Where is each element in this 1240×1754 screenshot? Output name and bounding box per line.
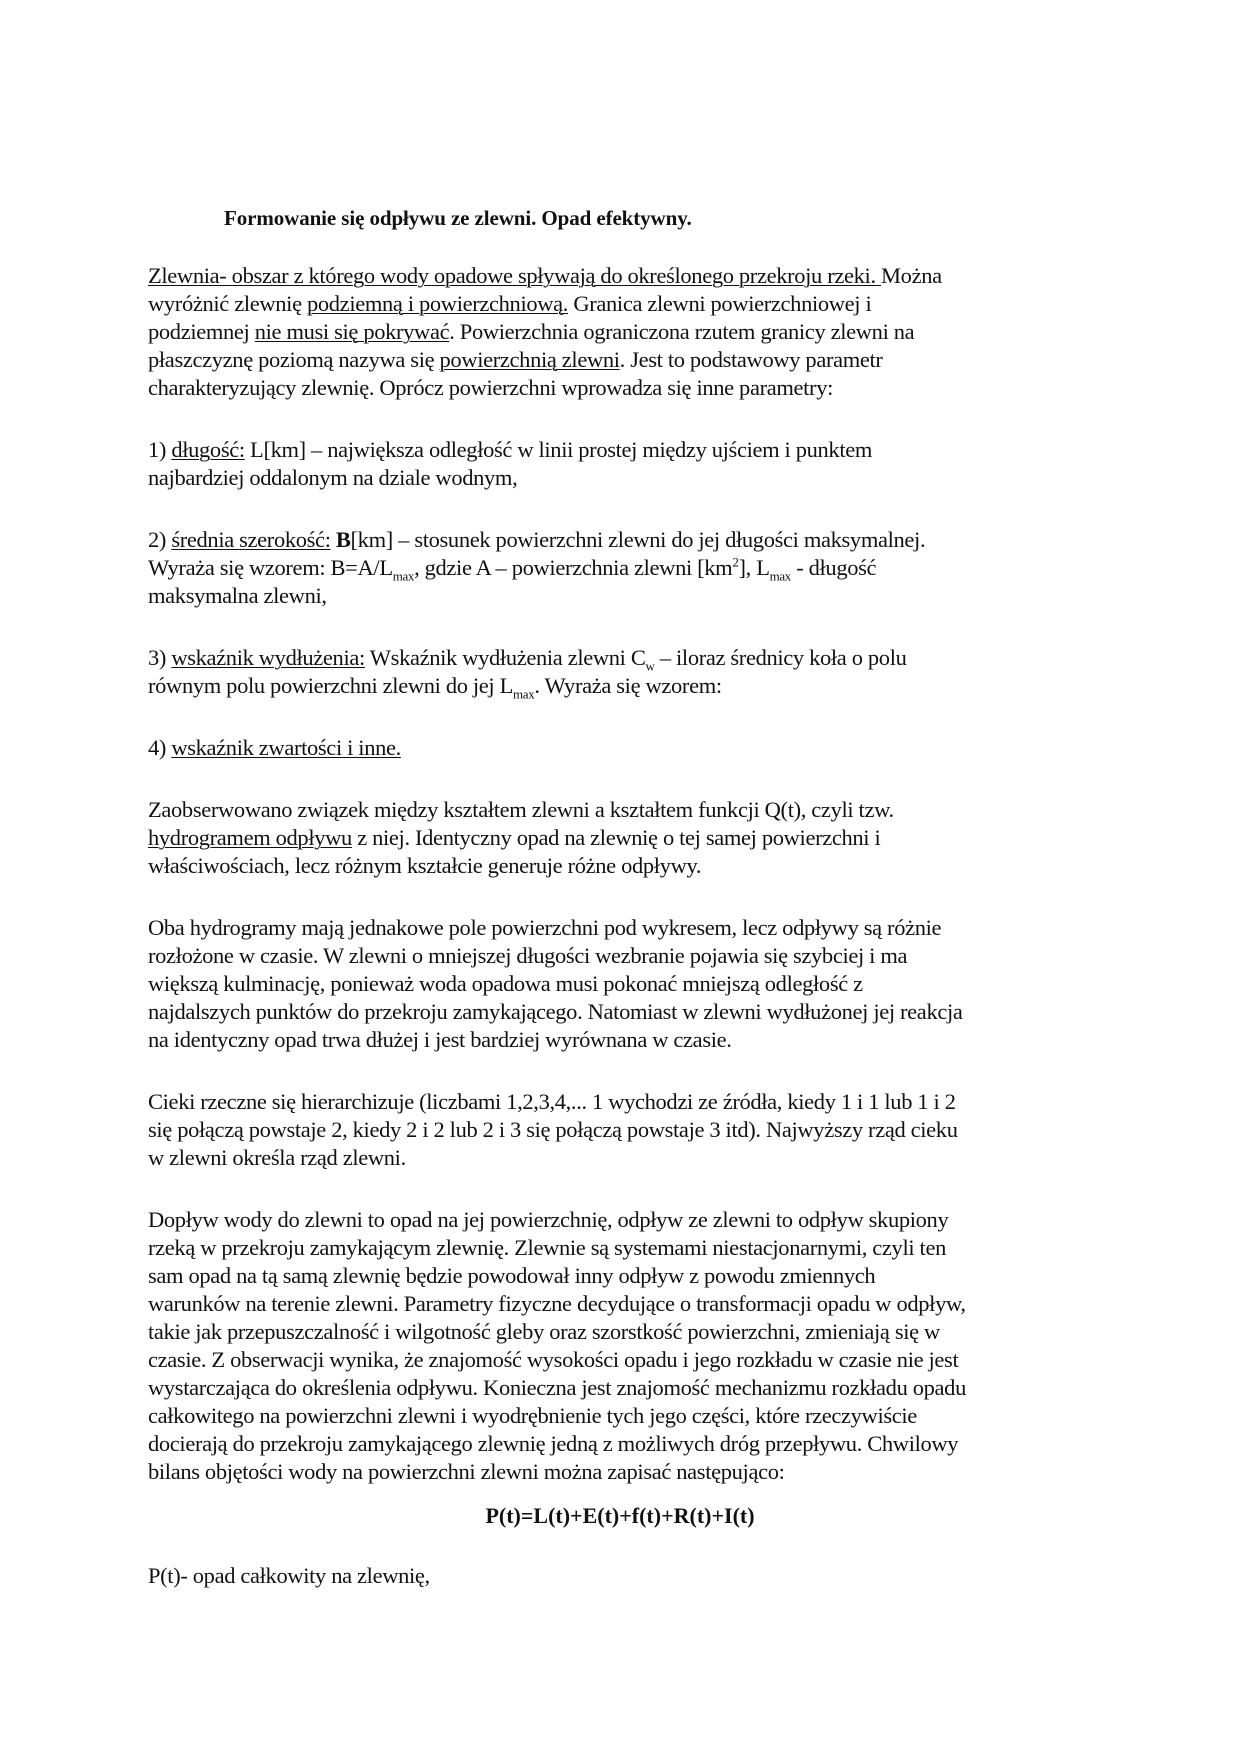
underlined-term: powierzchnią zlewni bbox=[439, 347, 620, 372]
paragraph-line: na identyczny opad trwa dłużej i jest bardziej wyrównana w czasie. bbox=[148, 1027, 732, 1052]
intro-text: . Powierzchnia ograniczona rzutem granicy zlewni na bbox=[449, 319, 915, 344]
paragraph-line: warunków na terenie zlewni. Parametry fizyczne decydujące o transformacji opadu w odpływ, bbox=[148, 1291, 966, 1316]
item-number: 2) bbox=[148, 527, 172, 552]
paragraph-line: najdalszych punktów do przekroju zamykającego. Natomiast w zlewni wydłużonej jej reakcja bbox=[148, 999, 963, 1024]
subscript-max: max bbox=[513, 686, 535, 702]
subscript-w: w bbox=[645, 658, 655, 674]
item-label: średnia szerokość: bbox=[171, 527, 331, 552]
paragraph-text: z niej. Identyczny opad na zlewnię o tej samej powierzchni i bbox=[351, 825, 881, 850]
item-text: równym polu powierzchni zlewni do jej L bbox=[148, 673, 514, 698]
item-1-line-1 bbox=[148, 436, 872, 464]
item-text: L[km] – największa odległość w linii prostej między ujściem i punktem bbox=[244, 437, 873, 462]
document-title: Formowanie się odpływu ze zlewni. Opad efektywny. bbox=[224, 206, 692, 230]
intro-line-3 bbox=[148, 318, 914, 346]
paragraph-line: sam opad na tą samą zlewnię będzie powodował inny odpływ z powodu zmiennych bbox=[148, 1263, 876, 1288]
intro-line-5: charakteryzujący zlewnię. Oprócz powierzchni wprowadza się inne parametry: bbox=[148, 375, 834, 400]
intro-text: Granica zlewni powierzchniowej i bbox=[568, 291, 872, 316]
item-4-line-1 bbox=[148, 734, 401, 762]
subscript-max: max bbox=[769, 568, 791, 584]
item-label: długość: bbox=[171, 437, 245, 462]
item-2-line-3: maksymalna zlewni, bbox=[148, 583, 327, 608]
paragraph-line: bilans objętości wody na powierzchni zlewni można zapisać następująco: bbox=[148, 1459, 785, 1484]
underlined-term: podziemną i powierzchniową. bbox=[306, 291, 569, 316]
item-text: , gdzie A – powierzchnia zlewni [km bbox=[414, 555, 733, 580]
paragraph-line: wystarczająca do określenia odpływu. Konieczna jest znajomość mechanizmu rozkładu opadu bbox=[148, 1375, 966, 1400]
item-2-line-1 bbox=[148, 526, 925, 554]
item-text: Wskaźnik wydłużenia zlewni C bbox=[364, 645, 646, 670]
item-text: ], L bbox=[738, 555, 770, 580]
intro-line-2 bbox=[148, 290, 871, 318]
item-number: 1) bbox=[148, 437, 172, 462]
balance-formula: P(t)=L(t)+E(t)+f(t)+R(t)+I(t) bbox=[485, 1503, 755, 1528]
item-text: - długość bbox=[790, 555, 877, 580]
item-3-line-2 bbox=[148, 672, 722, 700]
intro-text: Można bbox=[881, 263, 942, 288]
item-text: . Wyraża się wzorem: bbox=[534, 673, 722, 698]
definition-zlewnia: Zlewnia- obszar z którego wody opadowe spływają do określonego przekroju rzeki. bbox=[148, 263, 882, 288]
intro-text: płaszczyznę poziomą nazywa się bbox=[148, 347, 440, 372]
hydrograph-line-1: Zaobserwowano związek między kształtem zlewni a kształtem funkcji Q(t), czyli tzw. bbox=[148, 797, 894, 822]
symbol-b: B bbox=[330, 527, 351, 552]
item-text: – iloraz średnicy koła o polu bbox=[654, 645, 907, 670]
paragraph-line: Dopływ wody do zlewni to opad na jej powierzchnię, odpływ ze zlewni to odpływ skupiony bbox=[148, 1207, 949, 1232]
underlined-term: hydrogramem odpływu bbox=[148, 825, 352, 850]
paragraph-line: docierają do przekroju zamykającego zlewnię jedną z możliwych dróg przepływu. Chwilowy bbox=[148, 1431, 959, 1456]
paragraph-line: w zlewni określa rząd zlewni. bbox=[148, 1145, 406, 1170]
paragraph-line: rozłożone w czasie. W zlewni o mniejszej długości wezbranie pojawia się szybciej i ma bbox=[148, 943, 908, 968]
item-number: 4) bbox=[148, 735, 172, 760]
item-1-line-2: najbardziej oddalonym na dziale wodnym, bbox=[148, 465, 518, 490]
intro-text: . Jest to podstawowy parametr bbox=[619, 347, 883, 372]
paragraph-line: większą kulminację, ponieważ woda opadowa musi pokonać mniejszą odległość z bbox=[148, 971, 863, 996]
paragraph-line: takie jak przepuszczalność i wilgotność gleby oraz szorstkość powierzchni, zmieniają się w bbox=[148, 1319, 940, 1344]
item-text: [km] – stosunek powierzchni zlewni do jej długości maksymalnej. bbox=[350, 527, 926, 552]
intro-line-4 bbox=[148, 346, 883, 374]
hydrograph-line-2 bbox=[148, 824, 880, 852]
subscript-max: max bbox=[392, 568, 415, 584]
hydrograph-line-3: właściwościach, lecz różnym kształcie generuje różne odpływy. bbox=[148, 853, 702, 878]
intro-text: podziemnej bbox=[148, 319, 255, 344]
underlined-term: nie musi się pokrywać bbox=[254, 319, 450, 344]
item-3-line-1 bbox=[148, 644, 907, 672]
definition-p: P(t)- opad całkowity na zlewnię, bbox=[148, 1563, 430, 1588]
item-number: 3) bbox=[148, 645, 172, 670]
paragraph-line: czasie. Z obserwacji wynika, że znajomość wysokości opadu i jego rozkładu w czasie nie jest bbox=[148, 1347, 959, 1372]
superscript-2: 2 bbox=[732, 554, 739, 570]
item-text: Wyraża się wzorem: B=A/L bbox=[148, 555, 393, 580]
paragraph-line: Cieki rzeczne się hierarchizuje (liczbami 1,2,3,4,... 1 wychodzi ze źródła, kiedy 1 i 1 lub 1 i 2 bbox=[148, 1089, 956, 1114]
item-label: wskaźnik zwartości i inne. bbox=[171, 735, 401, 760]
intro-line-1 bbox=[148, 262, 942, 290]
item-2-line-2 bbox=[148, 554, 876, 582]
paragraph-line: całkowitego na powierzchni zlewni i wyodrębnienie tych jego części, które rzeczywiście bbox=[148, 1403, 917, 1428]
paragraph-line: Oba hydrogramy mają jednakowe pole powierzchni pod wykresem, lecz odpływy są różnie bbox=[148, 915, 942, 940]
intro-text: wyróżnić zlewnię bbox=[148, 291, 307, 316]
item-label: wskaźnik wydłużenia: bbox=[171, 645, 365, 670]
paragraph-line: rzeką w przekroju zamykającym zlewnię. Zlewnie są systemami niestacjonarnymi, czyli ten bbox=[148, 1235, 946, 1260]
paragraph-line: się połączą powstaje 2, kiedy 2 i 2 lub 2 i 3 się połączą powstaje 3 itd). Najwyższy rząd cieku bbox=[148, 1117, 958, 1142]
